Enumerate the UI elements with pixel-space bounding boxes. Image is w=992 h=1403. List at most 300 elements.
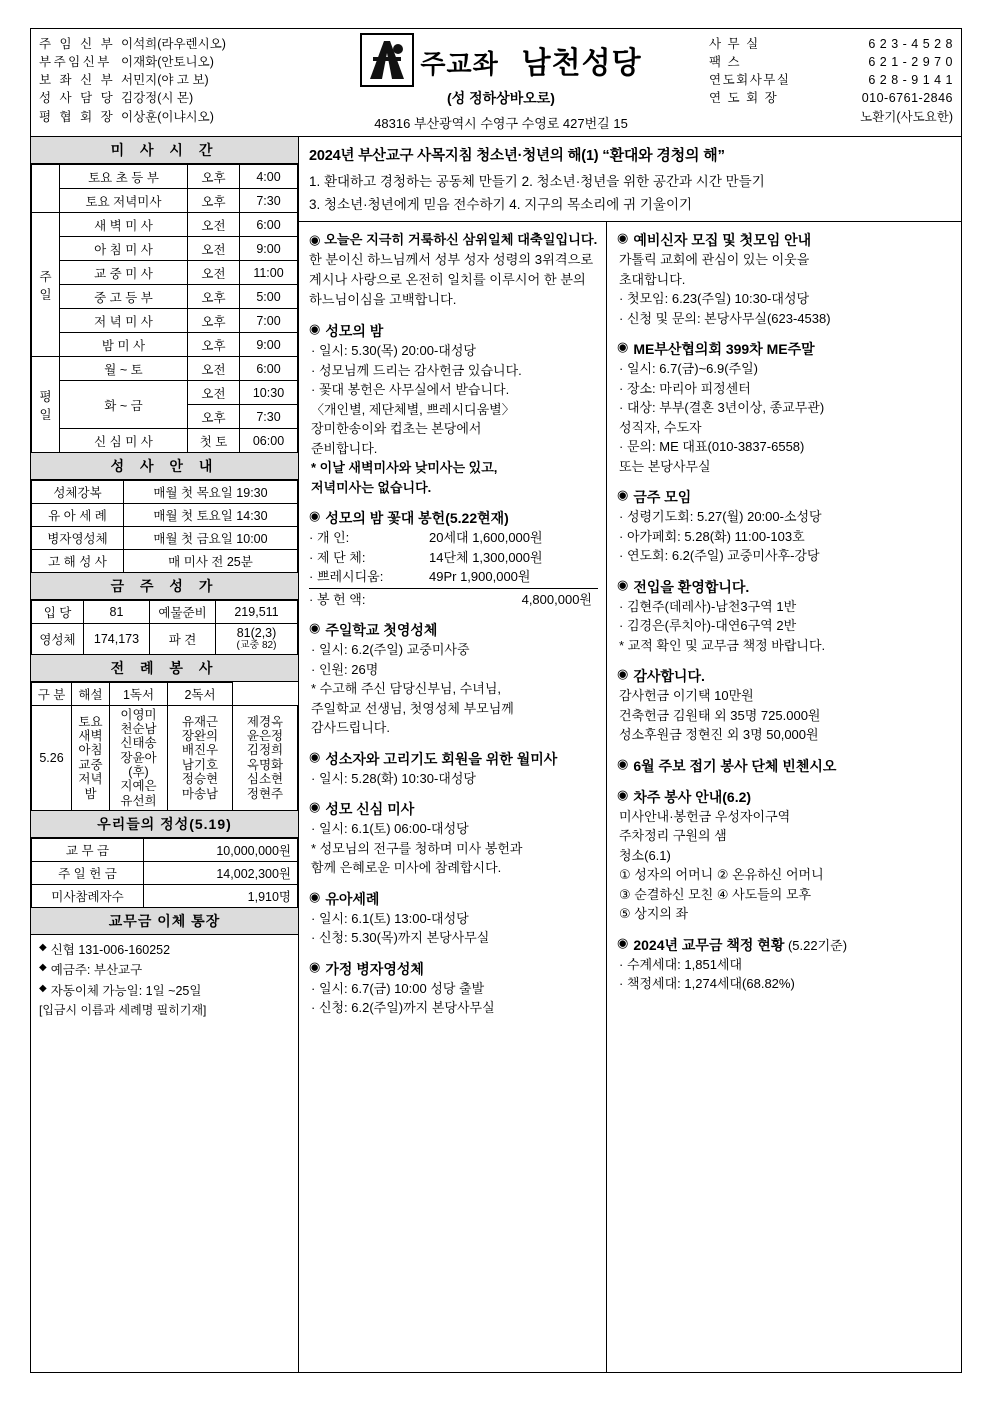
sacrament-when: 매월 첫 금요일 10:00 <box>124 527 298 550</box>
clergy-row <box>39 53 293 71</box>
slot: 교중 <box>78 757 103 772</box>
flower-value: 49Pr 1,900,000원 <box>429 569 531 585</box>
hymn-value: 81 <box>84 601 150 624</box>
notice-line: 건축헌금 김원태 외 35명 725.000원 <box>619 707 821 723</box>
mass-name: 토요 저녁미사 <box>60 189 188 213</box>
table-row <box>32 357 298 381</box>
diamond-bullet-icon: ◆ <box>39 942 47 954</box>
notice-block <box>617 935 953 994</box>
notice-line: ⑤ 상지의 좌 <box>619 906 689 921</box>
notice-line: · 인원: 26명 <box>311 661 379 677</box>
transfer-info <box>31 935 298 1026</box>
notice-line: 함께 은혜로운 미사에 참례합시다. <box>311 860 502 876</box>
notice-title: 유아세례 <box>325 890 380 907</box>
theme-line-2: 1. 환대하고 경청하는 공동체 만들기 2. 청소년·청년을 위한 공간과 시간 만들기 <box>309 174 765 189</box>
notice-block <box>617 230 953 328</box>
mass-ampm: 오후 <box>188 165 240 189</box>
circle-bullet-icon: ◉ <box>309 232 321 247</box>
notice-line: · 대상: 부부(결혼 3년이상, 종교무관) <box>619 400 825 415</box>
table-row <box>32 213 298 237</box>
church-name-main: 남천성당 <box>521 46 642 81</box>
diamond-bullet-icon: ◆ <box>39 982 47 994</box>
transfer-text: 신협 131-006-160252 <box>50 943 171 958</box>
notice-body: 한 분이신 하느님께서 성부 성자 성령의 3위격으로 계시나 사랑으로 온전히 일치를 이루시어 한 분의 하느님이심을 고백합니다. <box>309 252 594 308</box>
sacrament-name: 성체강복 <box>32 481 124 504</box>
contact-row <box>709 71 953 89</box>
person: 정현주 <box>246 786 284 801</box>
table-row <box>32 624 298 655</box>
notice-title: 오늘은 지극히 거룩하신 삼위일체 대축일입니다. <box>324 232 598 247</box>
notice-title: 6월 주보 접기 봉사 단체 빈첸시오 <box>633 757 837 774</box>
clergy-role: 평 협 회 장 <box>39 109 116 124</box>
table-row <box>32 261 298 285</box>
notice-title-suffix: (5.22기준) <box>784 937 848 953</box>
notice-line: 장미한송이와 컵초는 본당에서 <box>311 421 482 437</box>
notice-line: 감사드립니다. <box>311 720 390 736</box>
table-row <box>32 165 298 189</box>
notice-line: 미사안내·봉헌금 우성자이구역 <box>619 808 791 824</box>
notice-line: · 일시: 5.30(목) 20:00-대성당 <box>311 343 476 359</box>
circle-bullet-icon: ◉ <box>617 339 629 354</box>
hymn-value <box>216 624 298 655</box>
mass-ampm: 오후 <box>188 189 240 213</box>
circle-bullet-icon: ◉ <box>309 748 321 764</box>
clergy-role: 주 임 신 부 <box>39 37 116 51</box>
notice-block <box>617 666 953 745</box>
table-row <box>32 839 298 862</box>
notice-line: · 일시: 6.7(금)~6.9(주일) <box>619 361 759 376</box>
flower-key: · 쁘레시디움: <box>309 569 384 585</box>
person: 천순남 <box>120 721 157 736</box>
circle-bullet-icon: ◉ <box>617 230 629 245</box>
notice-line: · 아가페회: 5.28(화) 11:00-103호 <box>619 528 805 544</box>
mass-name: 밤 미 사 <box>60 333 188 357</box>
notice-heading <box>309 889 598 909</box>
notice-title <box>633 935 953 955</box>
left-column <box>31 137 299 1372</box>
mass-ampm: 오전 <box>188 261 240 285</box>
notice-block <box>617 339 953 476</box>
circle-bullet-icon: ◉ <box>617 576 629 592</box>
offering-name: 교 무 금 <box>32 839 144 862</box>
sacraments-title: 성 사 안 내 <box>31 453 298 480</box>
circle-bullet-icon: ◉ <box>617 786 629 802</box>
notice-block <box>617 487 953 566</box>
service-readers-2 <box>233 705 298 811</box>
contact-label: 팩 스 <box>709 55 742 70</box>
mass-ampm: 오전 <box>188 357 240 381</box>
clergy-row <box>39 71 293 89</box>
mass-time: 7:30 <box>240 189 298 213</box>
flower-key: · 봉 헌 액: <box>309 591 366 607</box>
notice-line: · 문의: ME 대표(010-3837-6558) <box>619 439 805 454</box>
notice-line: · 꽃대 봉헌은 사무실에서 받습니다. <box>311 382 510 398</box>
transfer-line <box>39 960 290 980</box>
mass-ampm: 오후 <box>188 285 240 309</box>
circle-bullet-icon: ◉ <box>309 508 321 524</box>
notice-line: · 첫모임: 6.23(주일) 10:30-대성당 <box>619 291 810 306</box>
liturgy-service-table <box>31 682 298 812</box>
notice-block <box>309 799 598 878</box>
service-commentators <box>110 705 168 811</box>
bulletin-header <box>31 29 961 137</box>
flower-key: · 개 인: <box>309 530 350 546</box>
col-header-reading2: 2독서 <box>168 682 233 705</box>
mass-schedule-table <box>31 164 298 453</box>
person: 제경옥 <box>246 714 284 729</box>
notice-line: ③ 순결하신 모친 ④ 사도들의 모후 <box>619 886 812 902</box>
mass-ampm: 오후 <box>188 333 240 357</box>
hymn-label: 입 당 <box>32 601 84 624</box>
contact-row <box>709 89 953 107</box>
notice-heading <box>617 787 953 807</box>
table-row <box>32 705 298 811</box>
person: 남기호 <box>181 757 219 772</box>
mass-time: 9:00 <box>240 237 298 261</box>
clergy-list <box>31 29 299 136</box>
contact-label: 연도회사무실 <box>709 73 791 88</box>
service-readers-1 <box>168 705 233 811</box>
theme-prefix: 2024년 부산교구 사목지침 청소년·청년의 해(1) <box>309 148 599 164</box>
offering-value: 14,002,300원 <box>144 862 298 885</box>
mass-group-label-sunday: 주 일 <box>32 213 60 357</box>
circle-bullet-icon: ◉ <box>617 666 629 681</box>
contact-label: 사 무 실 <box>709 37 760 51</box>
hymn-value-note: (교중 82) <box>236 640 277 651</box>
flower-key: · 제 단 체: <box>309 549 366 565</box>
sacrament-name: 유 아 세 례 <box>32 504 124 527</box>
mass-name: 신 심 미 사 <box>60 429 188 453</box>
slot: 아침 <box>78 743 103 758</box>
theme-line-1 <box>309 144 951 165</box>
mass-time: 10:30 <box>240 381 298 405</box>
service-slots <box>72 705 110 811</box>
notice-heading <box>309 749 598 769</box>
person: 신태송 <box>120 736 157 751</box>
table-row <box>32 333 298 357</box>
offerings-table <box>31 838 298 908</box>
person: 장윤아(후) <box>120 750 157 779</box>
notice-line: · 김경은(루치아)-대연6구역 2반 <box>619 618 797 633</box>
clergy-name: 김강정(시 몬) <box>121 91 194 106</box>
notice-heading <box>617 487 953 507</box>
mass-group-label-weekday: 평 일 <box>32 357 60 453</box>
pastoral-theme-banner <box>299 137 961 222</box>
notice-line: · 연도회: 6.2(주일) 교중미사후-강당 <box>619 548 820 563</box>
person: 마송남 <box>181 786 219 801</box>
clergy-name: 이상훈(이냐시오) <box>121 109 214 124</box>
circle-bullet-icon: ◉ <box>309 620 321 636</box>
service-date: 5.26 <box>32 705 72 811</box>
notice-line: 성소후원금 정현진 외 3명 50,000원 <box>619 727 819 742</box>
hymn-value: 219,511 <box>216 601 298 624</box>
notice-line: · 일시: 6.1(토) 13:00-대성당 <box>311 910 469 926</box>
liturgy-service-title: 전 례 봉 사 <box>31 655 298 682</box>
table-row <box>32 682 298 705</box>
mass-time: 6:00 <box>240 213 298 237</box>
mass-time: 7:30 <box>240 405 298 429</box>
notice-line: · 성모님께 드리는 감사헌금 있습니다. <box>311 362 522 378</box>
sacrament-when: 매 미사 전 25분 <box>124 550 298 573</box>
notices-column-right <box>607 222 961 1372</box>
contact-row <box>709 35 953 53</box>
notice-line: 주일학교 선생님, 첫영성체 부모님께 <box>311 700 514 716</box>
circle-bullet-icon: ◉ <box>617 934 629 950</box>
notice-title: ME부산협의회 399차 ME주말 <box>633 341 815 357</box>
transfer-text: 자동이체 가능일: 1일 ~25일 <box>50 983 202 998</box>
person: 심소현 <box>246 772 284 787</box>
notice-heading <box>309 321 598 341</box>
mass-group-label <box>32 165 60 213</box>
clergy-name: 이재화(안토니오) <box>121 55 214 70</box>
offering-value: 1,910명 <box>144 885 298 908</box>
mass-time: 7:00 <box>240 309 298 333</box>
person: 윤은정 <box>246 729 284 744</box>
slot: 밤 <box>84 786 97 801</box>
bulletin-body <box>31 137 961 1372</box>
flower-offering-total <box>309 590 598 610</box>
flower-offering-row <box>309 548 598 568</box>
hymn-value: 174,173 <box>84 624 150 655</box>
table-row <box>32 481 298 504</box>
table-row <box>32 862 298 885</box>
notice-heading <box>309 620 598 640</box>
notice-heading <box>309 959 598 979</box>
notice-title: 차주 봉사 안내(6.2) <box>633 788 752 805</box>
person: 유선희 <box>120 793 157 808</box>
slot: 새벽 <box>78 729 103 744</box>
sacraments-table <box>31 480 298 573</box>
sacrament-when: 매월 첫 토요일 14:30 <box>124 504 298 527</box>
notice-heading <box>617 935 953 955</box>
notice-line: · 일시: 5.28(화) 10:30-대성당 <box>311 770 476 786</box>
notice-line: · 김현주(데레사)-남천3구역 1반 <box>619 598 797 614</box>
notice-paragraph <box>309 230 598 310</box>
clergy-name: 서민지(야 고 보) <box>121 73 209 88</box>
person: 정승현 <box>181 772 219 787</box>
theme-line-3: 3. 청소년·청년에게 믿음 전수하기 4. 지구의 목소리에 귀 기울이기 <box>309 197 693 212</box>
clergy-name: 이석희(라우렌시오) <box>121 37 226 51</box>
mass-name: 월 ~ 토 <box>60 357 188 381</box>
clergy-row <box>39 108 293 126</box>
hymn-label: 영성체 <box>32 624 84 655</box>
diamond-bullet-icon: ◆ <box>39 962 47 974</box>
notice-title: 성모의 밤 꽃대 봉헌(5.22현재) <box>325 510 509 527</box>
notice-title-main: 2024년 교무금 책정 현황 <box>633 936 785 953</box>
notice-block <box>617 787 953 924</box>
notice-line: · 신청: 6.2(주일)까지 본당사무실 <box>311 1000 495 1016</box>
notices-columns <box>299 222 961 1372</box>
person: 이영미 <box>120 707 157 722</box>
sacrament-name: 고 해 성 사 <box>32 550 124 573</box>
notice-title: 전입을 환영합니다. <box>633 578 750 595</box>
transfer-line <box>39 940 290 960</box>
circle-bullet-icon: ◉ <box>309 958 321 974</box>
notice-line: 감사헌금 이기택 10만원 <box>619 688 754 703</box>
person: 유재근 <box>181 714 219 729</box>
slot: 토요 <box>78 714 103 729</box>
transfer-text: 예금주: 부산교구 <box>50 963 143 978</box>
notice-line: 저녁미사는 없습니다. <box>311 479 432 495</box>
mass-time: 5:00 <box>240 285 298 309</box>
notice-line: 〈개인별, 제단체별, 쁘레시디움별〉 <box>311 401 515 417</box>
mass-schedule-title: 미 사 시 간 <box>31 137 298 164</box>
notice-line: · 일시: 6.7(금) 10:00 성당 출발 <box>311 980 485 996</box>
flower-value: 4,800,000원 <box>521 591 592 607</box>
notice-title: 예비신자 모집 및 첫모임 안내 <box>633 232 812 248</box>
circle-bullet-icon: ◉ <box>309 888 321 904</box>
notice-line: · 수계세대: 1,851세대 <box>619 956 743 972</box>
notice-line: * 성모님의 전구를 청하며 미사 봉헌과 <box>311 840 523 856</box>
offering-value: 10,000,000원 <box>144 839 298 862</box>
hymn-label: 파 견 <box>150 624 216 655</box>
table-row <box>32 189 298 213</box>
table-row <box>32 601 298 624</box>
notice-block <box>309 321 598 497</box>
table-row <box>32 550 298 573</box>
mass-ampm: 오전 <box>188 213 240 237</box>
notice-block <box>309 889 598 948</box>
hymn-label: 예물준비 <box>150 601 216 624</box>
col-header-reading1: 1독서 <box>110 682 168 705</box>
right-side <box>299 137 961 1372</box>
hymns-table <box>31 600 298 655</box>
contact-value: 010-6761-2846 <box>861 91 953 106</box>
notice-line: * 수고해 주신 담당신부님, 수녀님, <box>311 681 501 697</box>
mass-name: 교 중 미 사 <box>60 261 188 285</box>
transfer-line <box>39 981 290 1001</box>
contact-value: 6 2 1 - 2 9 7 0 <box>868 55 953 70</box>
person: 옥명화 <box>246 757 284 772</box>
notice-line: · 장소: 마리아 피정센터 <box>619 380 751 396</box>
notice-heading <box>309 508 598 528</box>
notice-block <box>617 756 953 776</box>
circle-bullet-icon: ◉ <box>617 487 629 502</box>
notice-block <box>309 749 598 789</box>
notice-line: · 일시: 6.2(주일) 교중미사중 <box>311 642 470 658</box>
circle-bullet-icon: ◉ <box>309 321 321 337</box>
notice-heading <box>617 230 953 250</box>
notice-title: 가정 병자영성체 <box>325 960 424 977</box>
mass-name: 화 ~ 금 <box>60 381 188 429</box>
table-row <box>32 237 298 261</box>
notice-line: * 교적 확인 및 교무금 책정 바랍니다. <box>619 637 826 653</box>
clergy-row <box>39 89 293 107</box>
church-address: 48316 부산광역시 수영구 수영로 427번길 15 <box>374 116 628 131</box>
mass-name: 중 고 등 부 <box>60 285 188 309</box>
mass-time: 11:00 <box>240 261 298 285</box>
table-row <box>32 285 298 309</box>
person: 지예은 <box>120 779 157 794</box>
notice-line: 준비합니다. <box>311 440 378 456</box>
person: 배진우 <box>181 743 219 758</box>
notice-title: 성소자와 고리기도 회원을 위한 월미사 <box>325 750 558 767</box>
table-row <box>32 885 298 908</box>
notices-column-middle <box>299 222 607 1372</box>
notice-line: 가톨릭 교회에 관심이 있는 이웃을 <box>619 252 810 267</box>
notice-title: 금주 모임 <box>633 489 692 505</box>
church-logo-icon <box>360 33 414 87</box>
notice-heading <box>617 339 953 359</box>
circle-bullet-icon: ◉ <box>617 755 629 771</box>
church-name <box>420 38 641 82</box>
notice-line: · 신청 및 문의: 본당사무실(623-4538) <box>619 310 831 326</box>
notice-block <box>309 620 598 738</box>
transfer-title: 교무금 이체 통장 <box>31 908 298 935</box>
notice-line: 청소(6.1) <box>619 847 671 863</box>
person: 김정희 <box>246 743 284 758</box>
notice-title: 주일학교 첫영성체 <box>325 622 438 639</box>
col-header-division: 구 분 <box>32 682 72 705</box>
sacrament-name: 병자영성체 <box>32 527 124 550</box>
transfer-note: [입금시 이름과 세례명 필히기재] <box>39 1002 207 1017</box>
notice-line: ① 성자의 어머니 ② 온유하신 어머니 <box>619 867 824 882</box>
slot: 저녁 <box>78 772 103 787</box>
mass-time: 6:00 <box>240 357 298 381</box>
table-row <box>32 309 298 333</box>
notice-title: 감사합니다. <box>633 668 705 684</box>
clergy-role: 성 사 담 당 <box>39 91 116 106</box>
hymns-title: 금 주 성 가 <box>31 573 298 600</box>
contact-label: 연 도 회 장 <box>709 91 779 106</box>
flower-offering-row <box>309 567 598 589</box>
notice-title: 성모의 밤 <box>325 323 384 340</box>
table-row <box>32 381 298 405</box>
mass-time: 4:00 <box>240 165 298 189</box>
mass-ampm: 오후 <box>188 309 240 333</box>
notice-heading <box>617 666 953 686</box>
notice-block <box>617 577 953 656</box>
table-row <box>32 527 298 550</box>
contact-row <box>709 53 953 71</box>
notice-heading <box>617 577 953 597</box>
notice-line: 주차정리 구원의 샘 <box>619 828 727 843</box>
yeondo-chief: 노환기(사도요한) <box>860 109 953 124</box>
notice-line: · 일시: 6.1(토) 06:00-대성당 <box>311 821 469 837</box>
mass-time: 9:00 <box>240 333 298 357</box>
notice-line: · 신청: 5.30(목)까지 본당사무실 <box>311 930 490 946</box>
flower-value: 14단체 1,300,000원 <box>429 549 543 565</box>
mass-name: 토요 초 등 부 <box>60 165 188 189</box>
clergy-row <box>39 35 293 53</box>
offering-name: 주 일 헌 금 <box>32 862 144 885</box>
mass-ampm: 첫 토 <box>188 429 240 453</box>
mass-name: 저 녁 미 사 <box>60 309 188 333</box>
offerings-title: 우리들의 정성(5.19) <box>31 811 298 838</box>
notice-title: 성모 신심 미사 <box>325 801 415 818</box>
contact-list <box>703 29 961 136</box>
col-header-commentator: 해설 <box>72 682 110 705</box>
clergy-role: 부주임신부 <box>39 55 112 70</box>
offering-name: 미사참례자수 <box>32 885 144 908</box>
notice-heading <box>309 799 598 819</box>
church-identity <box>299 29 703 136</box>
church-name-prefix: 주교좌 <box>420 50 499 80</box>
patron-saint: (성 정하상바오로) <box>447 90 555 106</box>
notice-line: * 이날 새벽미사와 낮미사는 있고, <box>311 460 498 476</box>
notice-block <box>309 508 598 609</box>
flower-value: 20세대 1,600,000원 <box>429 530 543 546</box>
notice-block <box>309 959 598 1018</box>
circle-bullet-icon: ◉ <box>309 799 321 815</box>
mass-ampm: 오후 <box>188 405 240 429</box>
person: 장완의 <box>181 729 219 744</box>
bulletin-frame <box>30 28 962 1373</box>
table-row <box>32 504 298 527</box>
mass-time: 06:00 <box>240 429 298 453</box>
contact-value: 6 2 8 - 9 1 4 1 <box>868 73 953 88</box>
mass-name: 새 벽 미 사 <box>60 213 188 237</box>
